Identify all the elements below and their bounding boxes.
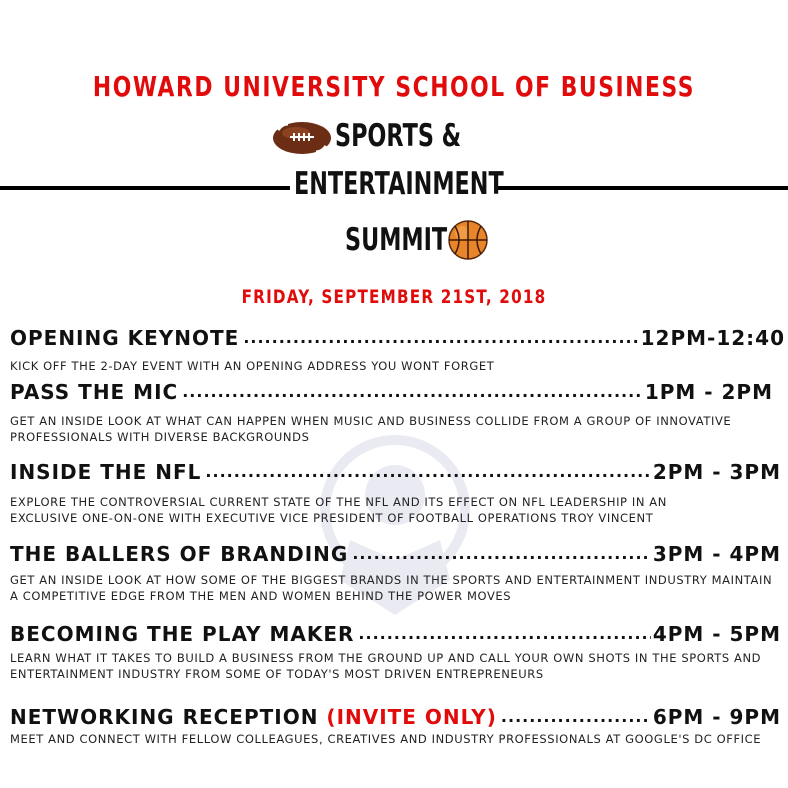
session-row-pass-the-mic [10,378,785,404]
summit-title-line3: SUMMIT [345,222,448,258]
session-title: INSIDE THE NFL [10,460,202,484]
session-description: EXPLORE THE CONTROVERSIAL CURRENT STATE OF THE NFL AND ITS EFFECT ON NFL LEADERSHIP IN AN EXCLUSIVE ONE-ON-ONE WITH EXECUTIVE VICE PRESIDENT OF FOOTBALL OPERATIONS TROY VINCENT [10,495,667,525]
session-title: PASS THE MIC [10,380,179,404]
football-icon [272,120,332,156]
leader-dots [352,544,650,563]
session-title-main: NETWORKING RECEPTION [10,705,319,729]
summit-title-line2: ENTERTAINMENT [294,166,504,202]
session-time: 1PM - 2PM [644,380,773,404]
event-date: FRIDAY, SEPTEMBER 21ST, 2018 [241,286,547,308]
session-description: GET AN INSIDE LOOK AT HOW SOME OF THE BIGGEST BRANDS IN THE SPORTS AND ENTERTAINMENT INDUSTRY MAINTAIN A COMPETITIVE EDGE FROM THE MEN AND WOMEN BEHIND THE POWER MOVES [10,573,773,603]
session-title: THE BALLERS OF BRANDING [10,542,349,566]
invite-only-label: (INVITE ONLY) [326,705,497,729]
session-description: LEARN WHAT IT TAKES TO BUILD A BUSINESS FROM THE GROUND UP AND CALL YOUR OWN SHOTS IN THE SPORTS AND ENTERTAINMENT INDUSTRY FROM SOME OF TODAY'S MOST DRIVEN ENTREPRENEURS [10,651,762,681]
session-time: 4PM - 5PM [652,622,781,646]
session-description: KICK OFF THE 2-DAY EVENT WITH AN OPENING ADDRESS YOU WONT FORGET [10,359,495,373]
session-row-inside-the-nfl [10,458,785,484]
session-description: MEET AND CONNECT WITH FELLOW COLLEAGUES, CREATIVES AND INDUSTRY PROFESSIONALS AT GOOGLE'S DC OFFICE [10,732,762,746]
leader-dots [501,707,651,726]
divider-left [0,186,290,190]
summit-title-line1: SPORTS & [335,118,462,154]
session-row-networking-reception [10,703,785,729]
session-title [10,705,497,729]
session-row-opening-keynote [10,324,785,350]
session-description: GET AN INSIDE LOOK AT WHAT CAN HAPPEN WHEN MUSIC AND BUSINESS COLLIDE FROM A GROUP OF INNOVATIVE PROFESSIONALS WITH DIVERSE BACKGROUNDS [10,414,732,444]
session-row-play-maker [10,620,785,646]
session-time: 3PM - 4PM [652,542,781,566]
session-time: 12PM-12:40 [640,326,785,350]
session-title: BECOMING THE PLAY MAKER [10,622,355,646]
leader-dots [358,624,650,643]
session-time: 2PM - 3PM [652,460,781,484]
school-name: HOWARD UNIVERSITY SCHOOL OF BUSINESS [92,70,696,103]
session-title: OPENING KEYNOTE [10,326,240,350]
divider-right [498,186,788,190]
basketball-icon [447,219,489,261]
leader-dots [182,382,643,401]
session-row-ballers-of-branding [10,540,785,566]
leader-dots [243,328,638,347]
session-time: 6PM - 9PM [652,705,781,729]
leader-dots [205,462,650,481]
